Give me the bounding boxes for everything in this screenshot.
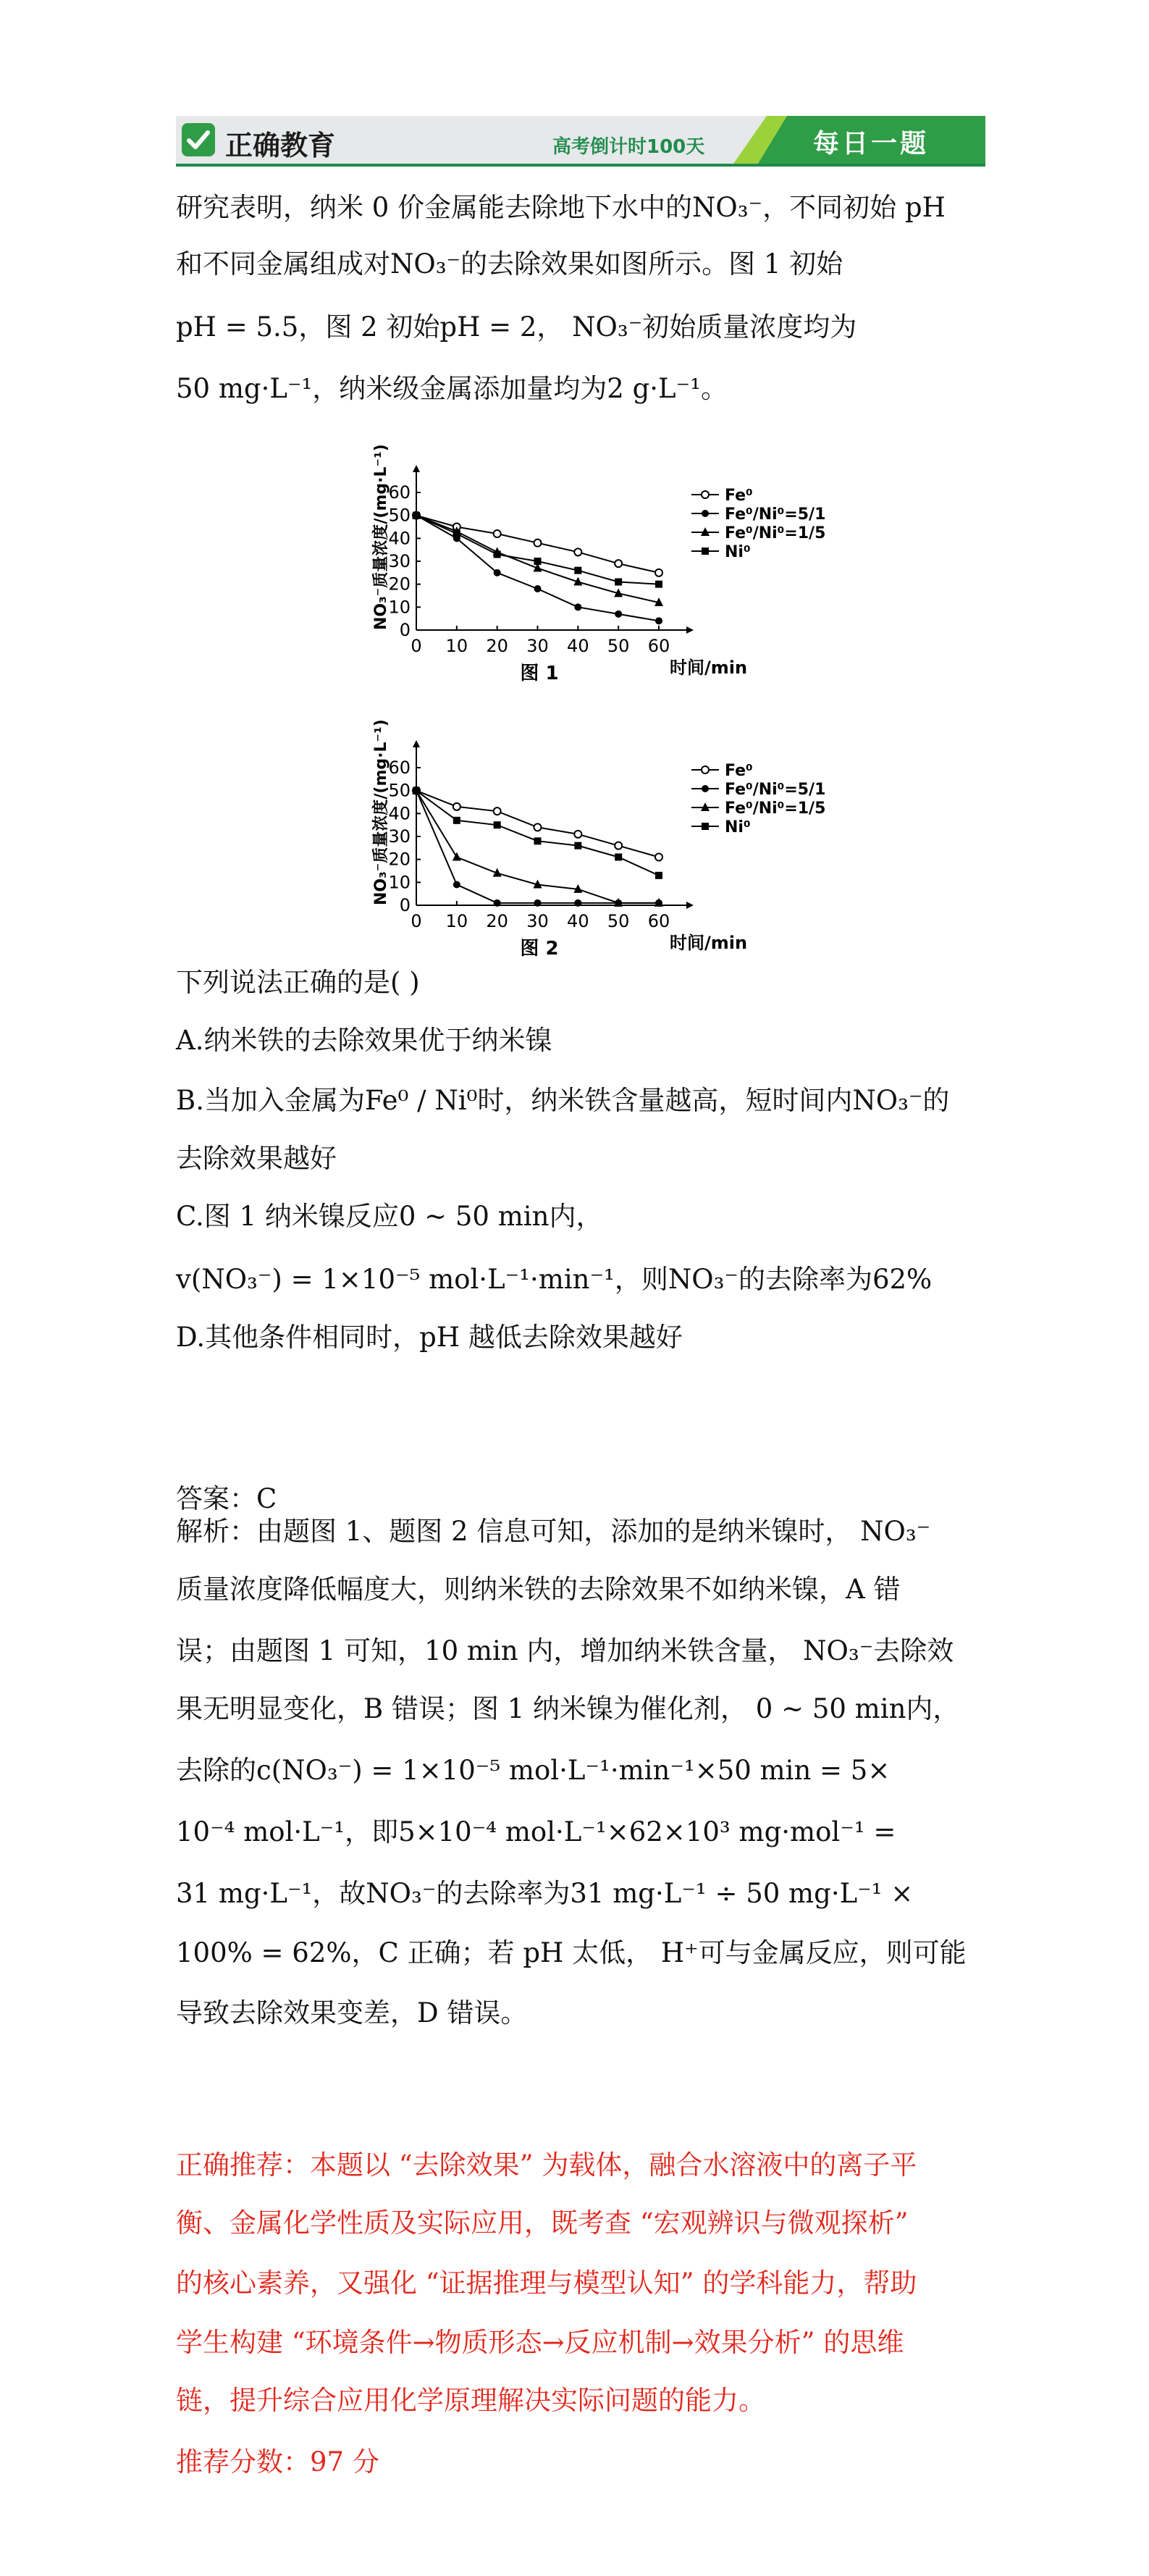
y-tick-label: 40	[388, 803, 411, 824]
x-tick-label: 20	[486, 911, 508, 931]
chart-title: 图 2	[520, 938, 559, 960]
x-tick-label: 10	[445, 636, 468, 656]
chart-figure-2	[329, 713, 836, 970]
option-b-line-1: B.当加入金属为Fe⁰ / Ni⁰时，纳米铁含量越高，短时间内NO₃⁻的	[176, 1085, 950, 1116]
x-axis-label: 时间/min	[670, 933, 748, 953]
data-point	[534, 558, 542, 565]
legend-label: Fe⁰/Ni⁰=5/1	[725, 505, 826, 524]
data-point	[453, 881, 460, 889]
intro-line-2: 和不同金属组成对NO₃⁻的去除效果如图所示。图 1 初始	[176, 248, 843, 280]
y-tick-label: 50	[388, 780, 411, 801]
data-point	[534, 837, 542, 844]
x-tick-label: 40	[567, 911, 589, 931]
x-tick-label: 30	[526, 911, 549, 931]
y-tick-label: 10	[388, 872, 411, 893]
data-point	[534, 899, 542, 907]
y-tick-label: 60	[388, 482, 411, 503]
data-point	[453, 803, 460, 810]
recommend-line-1: 正确推荐：本题以 “去除效果” 为载体，融合水溶液中的离子平	[176, 2149, 917, 2181]
data-point	[534, 540, 542, 547]
analysis-line-6: 10⁻⁴ mol·L⁻¹，即5×10⁻⁴ mol·L⁻¹×62×10³ mg·mol⁻¹ =	[176, 1816, 896, 1847]
analysis-line-9: 导致去除效果变差，D 错误。	[176, 1997, 528, 2029]
recommend-line-2: 衡、金属化学性质及实际应用，既考查 “宏观辨识与微观探析”	[176, 2207, 909, 2239]
x-tick-label: 60	[647, 636, 670, 656]
y-tick-label: 30	[388, 826, 411, 847]
series-1	[413, 787, 662, 861]
intro-line-1: 研究表明，纳米 0 价金属能去除地下水中的NO₃⁻，不同初始 pH	[176, 192, 946, 223]
data-point	[615, 842, 622, 849]
y-axis-arrow	[413, 740, 420, 747]
data-point	[574, 831, 581, 838]
y-tick-label: 0	[399, 895, 411, 915]
data-point	[453, 530, 460, 537]
x-tick-label: 60	[647, 911, 670, 931]
x-axis-label: 时间/min	[670, 658, 748, 678]
y-tick-label: 0	[399, 620, 411, 640]
data-point	[494, 551, 501, 558]
legend-marker	[702, 766, 709, 773]
data-point	[655, 872, 662, 879]
data-point	[494, 899, 501, 907]
data-point	[494, 807, 501, 815]
data-point	[574, 548, 581, 555]
intro-line-4: 50 mg·L⁻¹，纳米级金属添加量均为2 g·L⁻¹。	[176, 373, 728, 404]
data-point	[574, 842, 581, 849]
question-stem: 下列说法正确的是( )	[176, 967, 420, 998]
data-point	[615, 854, 622, 861]
analysis-line-2: 质量浓度降低幅度大，则纳米铁的去除效果不如纳米镍，A 错	[176, 1574, 901, 1605]
recommend-score: 推荐分数：97 分	[176, 2446, 379, 2478]
legend-marker	[702, 547, 709, 555]
countdown-text: 高考倒计时100天	[552, 136, 705, 158]
data-point	[655, 581, 662, 588]
data-point	[655, 569, 662, 576]
legend-marker	[702, 785, 709, 792]
legend-marker	[702, 823, 709, 830]
checkmark-icon	[182, 123, 215, 156]
option-c-line-1: C.图 1 纳米镍反应0 ~ 50 min内，	[176, 1201, 603, 1232]
x-tick-label: 50	[607, 636, 630, 656]
header-banner	[176, 116, 985, 164]
option-a: A.纳米铁的去除效果优于纳米镍	[176, 1025, 552, 1056]
intro-line-3: pH = 5.5，图 2 初始pH = 2， NO₃⁻初始质量浓度均为	[176, 311, 857, 343]
y-axis-label: NO₃⁻质量浓度/(mg·L⁻¹)	[372, 444, 390, 630]
chart-title: 图 1	[520, 663, 559, 684]
recommend-line-3: 的核心素养，又强化 “证据推理与模型认知” 的学科能力，帮助	[176, 2267, 917, 2299]
y-axis-arrow	[413, 465, 420, 472]
y-tick-label: 30	[388, 551, 411, 571]
legend-label: Ni⁰	[725, 818, 751, 836]
analysis-line-8: 100% = 62%，C 正确；若 pH 太低， H⁺可与金属反应，则可能	[176, 1937, 967, 1968]
legend-label: Fe⁰	[725, 762, 753, 780]
data-point	[534, 585, 542, 592]
legend-marker	[702, 510, 709, 517]
data-point	[574, 567, 581, 574]
recommend-line-5: 链，提升综合应用化学原理解决实际问题的能力。	[176, 2385, 765, 2416]
data-point	[574, 603, 581, 611]
series-4	[413, 512, 662, 588]
header-underline	[176, 164, 985, 167]
y-axis-label: NO₃⁻质量浓度/(mg·L⁻¹)	[372, 719, 390, 905]
y-tick-label: 20	[388, 849, 411, 870]
data-point	[413, 787, 420, 794]
data-point	[615, 611, 622, 618]
daily-question-label: 每日一题	[813, 129, 930, 159]
legend-label: Fe⁰/Ni⁰=5/1	[725, 781, 826, 799]
x-tick-label: 20	[486, 636, 508, 656]
legend-label: Fe⁰	[725, 487, 753, 505]
legend-label: Fe⁰/Ni⁰=1/5	[725, 800, 826, 818]
analysis-line-7: 31 mg·L⁻¹，故NO₃⁻的去除率为31 mg·L⁻¹ ÷ 50 mg·L⁻¹ ×	[176, 1878, 914, 1909]
data-point	[615, 579, 622, 586]
x-axis-arrow	[686, 902, 694, 909]
x-tick-label: 0	[411, 636, 422, 656]
data-point	[494, 821, 501, 828]
data-point	[453, 817, 460, 824]
y-tick-label: 60	[388, 758, 411, 778]
y-tick-label: 40	[388, 528, 411, 549]
legend-label: Fe⁰/Ni⁰=1/5	[725, 524, 826, 542]
data-point	[494, 530, 501, 537]
y-tick-label: 10	[388, 597, 411, 618]
x-tick-label: 0	[411, 911, 422, 931]
data-point	[494, 569, 501, 576]
data-point	[655, 617, 662, 624]
y-tick-label: 20	[388, 574, 411, 595]
legend-marker	[702, 491, 709, 498]
data-point	[413, 512, 420, 519]
series-line	[416, 791, 659, 876]
analysis-line-3: 误；由题图 1 可知，10 min 内，增加纳米铁含量， NO₃⁻去除效	[176, 1635, 954, 1666]
analysis-line-4: 果无明显变化，B 错误；图 1 纳米镍为催化剂， 0 ~ 50 min内，	[176, 1693, 960, 1724]
x-tick-label: 50	[607, 911, 630, 931]
option-d: D.其他条件相同时，pH 越低去除效果越好	[176, 1322, 683, 1353]
data-point	[615, 560, 622, 567]
data-point	[574, 899, 581, 907]
analysis-line-1: 解析：由题图 1、题图 2 信息可知，添加的是纳米镍时， NO₃⁻	[176, 1516, 931, 1547]
y-tick-label: 50	[388, 505, 411, 526]
legend-label: Ni⁰	[725, 543, 751, 561]
data-point	[534, 823, 542, 831]
chart-figure-1	[329, 438, 836, 695]
option-b-line-2: 去除效果越好	[176, 1143, 337, 1174]
recommend-line-4: 学生构建 “环境条件→物质形态→反应机制→效果分析” 的思维	[176, 2327, 904, 2358]
option-c-line-2: v(NO₃⁻) = 1×10⁻⁵ mol·L⁻¹·min⁻¹，则NO₃⁻的去除率为62%	[176, 1264, 933, 1295]
answer-label: 答案：C	[176, 1483, 277, 1514]
x-tick-label: 40	[567, 636, 589, 656]
series-4	[413, 787, 662, 879]
x-tick-label: 10	[445, 911, 468, 931]
data-point	[655, 854, 662, 861]
x-tick-label: 30	[526, 636, 549, 656]
x-axis-arrow	[686, 626, 694, 634]
brand-name: 正确教育	[225, 130, 336, 161]
analysis-line-5: 去除的c(NO₃⁻) = 1×10⁻⁵ mol·L⁻¹·min⁻¹×50 min = 5×	[176, 1755, 891, 1786]
